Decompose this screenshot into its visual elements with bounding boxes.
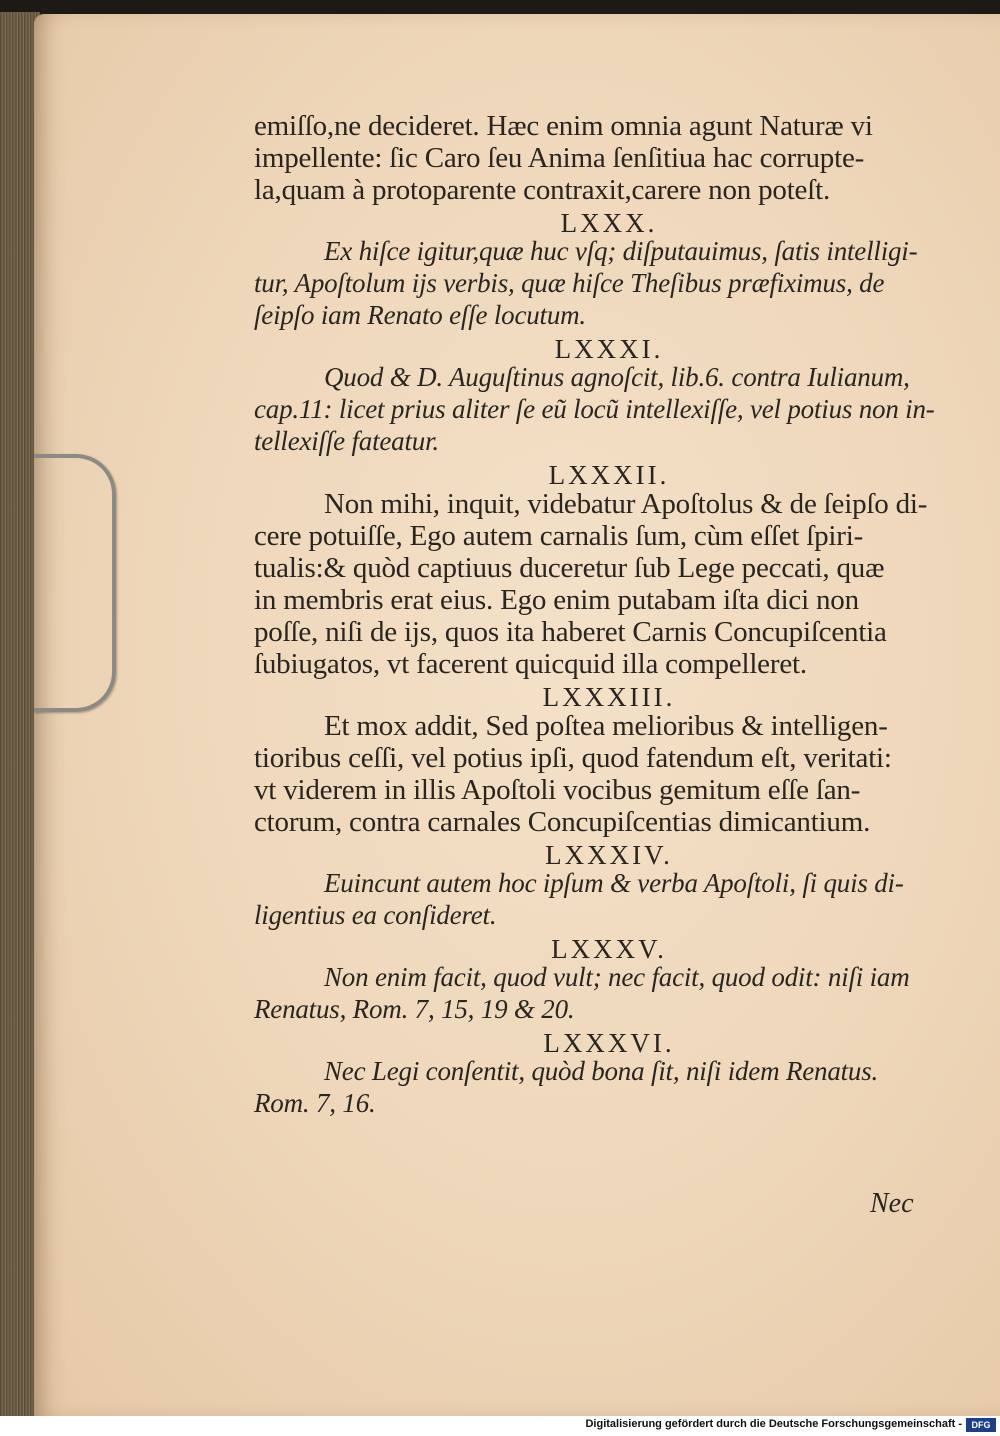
text-line: in membris erat eius. Ego enim putabam iſta dici non	[254, 584, 859, 616]
text-line: Euincunt autem hoc ipſum & verba Apoſtoli, ſi quis di-	[324, 868, 904, 898]
text-line: Quod & D. Auguſtinus agnoſcit, lib.6. contra Iulianum,	[324, 362, 910, 392]
text-line: cap.11: licet prius aliter ſe eũ locũ intellexiſſe, vel potius non in-	[254, 394, 935, 424]
page-text	[254, 112, 964, 1122]
section-heading: LXXXIII.	[542, 682, 676, 712]
text-line: vt viderem in illis Apoſtoli vocibus gemitum eſſe ſan-	[254, 774, 861, 806]
text-line: Renatus, Rom. 7, 15, 19 & 20.	[254, 994, 575, 1024]
text-line: tualis:& quòd captiuus duceretur ſub Lege peccati, quæ	[254, 552, 885, 584]
text-line: tellexiſſe fateatur.	[254, 426, 439, 456]
footer	[0, 1416, 1000, 1436]
text-line: ligentius ea conſideret.	[254, 900, 497, 930]
footer-credit: Digitalisierung gefördert durch die Deutsche Forschungsgemeinschaft -	[585, 1418, 962, 1430]
text-line: impellente: ſic Caro ſeu Anima ſenſitiua hac corrupte-	[254, 142, 865, 174]
section-heading: LXXXII.	[548, 460, 670, 490]
text-line: Non mihi, inquit, videbatur Apoſtolus & de ſeipſo di-	[324, 488, 928, 520]
text-line: poſſe, niſi de ijs, quos ita haberet Carnis Concupiſcentia	[254, 616, 887, 648]
text-line: tioribus ceſſi, vel potius ipſi, quod fatendum eſt, veritati:	[254, 742, 892, 774]
text-line: Et mox addit, Sed poſtea melioribus & intelligen-	[324, 710, 888, 742]
text-line: ctorum, contra carnales Concupiſcentias dimicantium.	[254, 806, 871, 838]
text-line: ſeipſo iam Renato eſſe locutum.	[254, 300, 586, 330]
text-line: tur, Apoſtolum ijs verbis, quæ hiſce Theſibus præfiximus, de	[254, 268, 885, 298]
text-line: Nec Legi conſentit, quòd bona ſit, niſi idem Renatus.	[324, 1056, 879, 1086]
section-heading: LXXXI.	[554, 334, 664, 364]
paper-clip	[34, 454, 116, 712]
section-heading: LXXXV.	[551, 934, 667, 964]
text-line: Non enim facit, quod vult; nec facit, quod odit: niſi iam	[324, 962, 910, 992]
section-heading: LXXXIV.	[545, 840, 673, 870]
text-line: la,quam à protoparente contraxit,carere non poteſt.	[254, 174, 830, 206]
section-heading: LXXX.	[560, 208, 658, 238]
section-heading: LXXXVI.	[543, 1028, 675, 1058]
text-line: emiſſo,ne decideret. Hæc enim omnia agunt Naturæ vi	[254, 110, 873, 142]
catchword: Nec	[870, 1188, 914, 1219]
text-line: ſubiugatos, vt facerent quicquid illa compelleret.	[254, 648, 807, 680]
text-line: cere potuiſſe, Ego autem carnalis ſum, cùm eſſet ſpiri-	[254, 520, 864, 552]
text-line: Rom. 7, 16.	[254, 1088, 376, 1118]
text-line: Ex hiſce igitur,quæ huc vſq; diſputauimus, ſatis intelligi-	[324, 236, 918, 266]
dfg-logo: DFG	[966, 1418, 996, 1432]
